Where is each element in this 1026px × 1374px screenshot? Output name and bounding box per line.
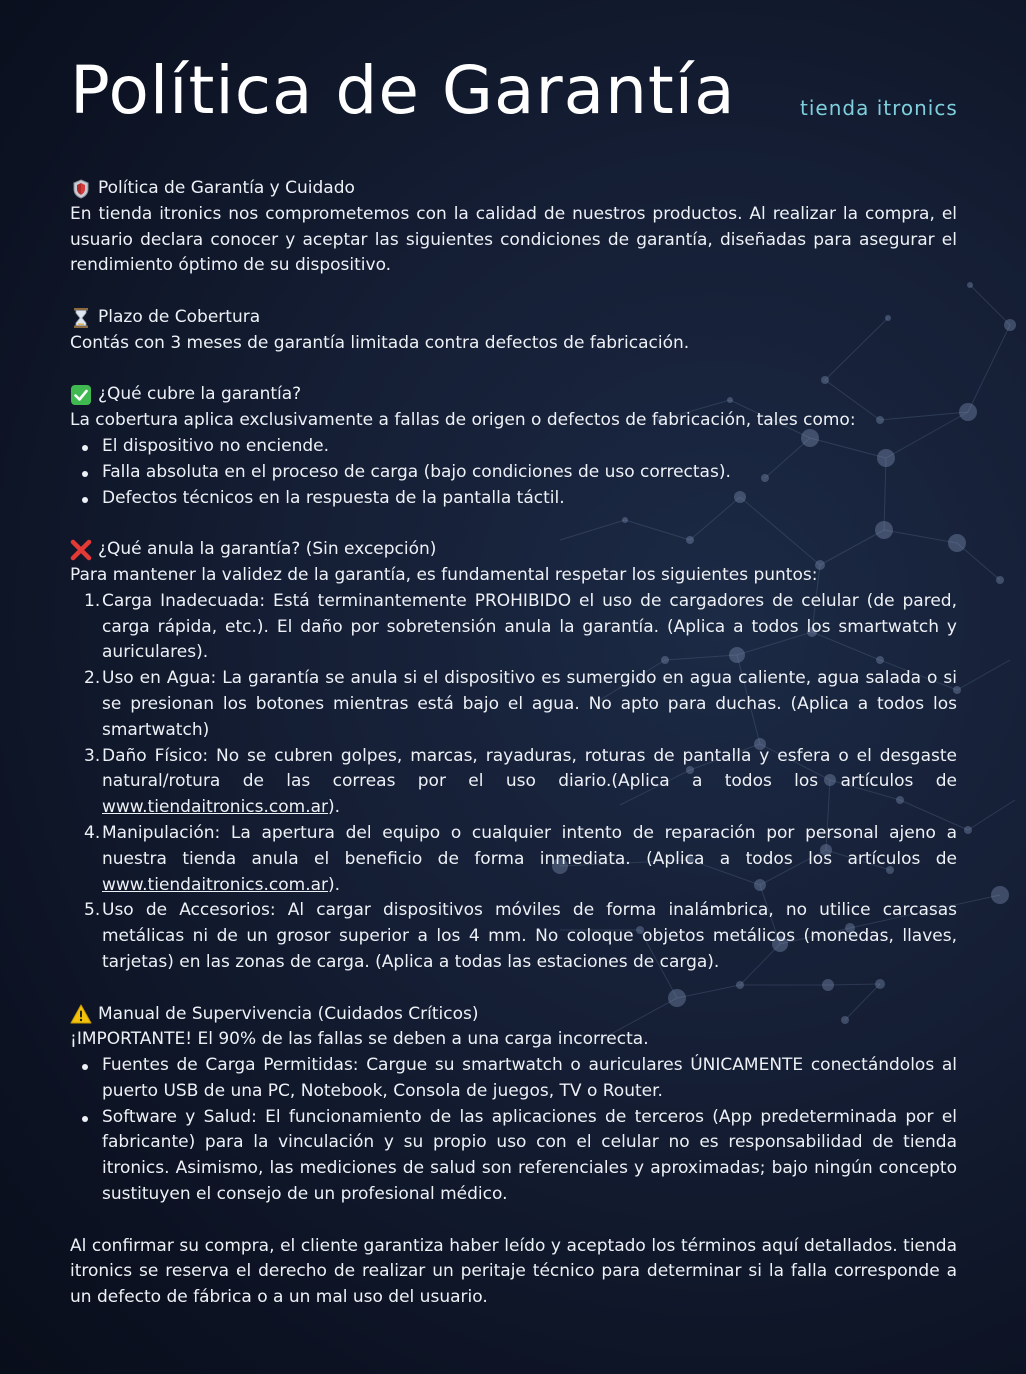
section-heading (70, 382, 957, 408)
list-item-text-end: ). (328, 874, 341, 895)
list-number: 2. (84, 668, 101, 689)
brand-name: tienda itronics (800, 96, 958, 120)
voids-list (70, 589, 957, 976)
section-heading (70, 537, 957, 563)
section-body: En tienda itronics nos comprometemos con la calidad de nuestros productos. Al realizar la compra, el usuario declara conocer y aceptar las siguientes condiciones de garantía, diseñadas para asegurar el rendimiento óptimo de su dispositivo. (70, 203, 957, 276)
warranty-content (70, 176, 957, 1311)
section-heading (70, 305, 957, 331)
list-item-text: Manipulación: La apertura del equipo o cualquier intento de reparación por personal ajeno a nuestra tienda anula el beneficio de forma inmediata. (Aplica a todos los artículos de (102, 822, 957, 869)
section-covered (70, 382, 957, 511)
section-body: Para mantener la validez de la garantía, es fundamental respetar los siguientes puntos: (70, 564, 818, 585)
section-body: ¡IMPORTANTE! El 90% de las fallas se deben a una carga incorrecta. (70, 1029, 649, 1050)
store-website-link[interactable]: www.tiendaitronics.com.ar (102, 874, 329, 895)
manual-list (70, 1053, 957, 1208)
section-heading-text: Manual de Supervivencia (Cuidados Críticos) (98, 1003, 479, 1024)
section-heading-text: ¿Qué cubre la garantía? (98, 384, 302, 405)
list-number: 5. (84, 900, 101, 921)
list-item (70, 589, 957, 666)
hourglass-icon (70, 307, 92, 329)
section-manual (70, 1002, 957, 1208)
closing-paragraph: Al confirmar su compra, el cliente garantiza haber leído y aceptado los términos aquí detallados. tienda itronics se reserva el derecho de realizar un peritaje técnico para determinar si la falla corresponde a un defecto de fábrica o a un mal uso del usuario. (70, 1235, 957, 1308)
list-number: 4. (84, 822, 101, 843)
check-mark-icon (70, 384, 92, 406)
section-coverage-term (70, 305, 957, 357)
section-heading-text: Política de Garantía y Cuidado (98, 178, 355, 198)
list-item: Software y Salud: El funcionamiento de las aplicaciones de terceros (App predeterminada por el fabricante) para la vinculación y su propio uso con el celular no es responsabilidad de tienda itronics. Asimismo, las mediciones de salud son referenciales y aproximadas; bajo ningún concepto sustituyen el consejo de un profesional médico. (102, 1105, 957, 1208)
page-header (0, 0, 1026, 150)
shield-icon (70, 178, 92, 200)
list-item: Falla absoluta en el proceso de carga (bajo condiciones de uso correctas). (102, 460, 957, 486)
section-body: La cobertura aplica exclusivamente a fallas de origen o defectos de fabricación, tales como: (70, 410, 856, 431)
page-title: Política de Garantía (70, 52, 736, 129)
list-number: 1. (84, 590, 101, 611)
list-item (70, 744, 957, 821)
warning-icon (70, 1003, 92, 1025)
store-website-link[interactable]: www.tiendaitronics.com.ar (102, 797, 329, 818)
list-item (70, 666, 957, 743)
section-heading (70, 176, 957, 202)
list-item: El dispositivo no enciende. (102, 434, 957, 460)
section-body: Contás con 3 meses de garantía limitada contra defectos de fabricación. (70, 332, 690, 353)
list-item (70, 821, 957, 898)
cross-mark-icon (70, 539, 92, 561)
section-intro (70, 176, 957, 279)
list-number: 3. (84, 745, 101, 766)
list-item-text-end: ). (328, 797, 341, 818)
section-heading-text: ¿Qué anula la garantía? (Sin excepción) (98, 539, 437, 560)
list-item-text: Uso de Accesorios: Al cargar dispositivos móviles de forma inalámbrica, no utilice carcasas metálicas ni de un grosor superior a los 4 mm. No coloque objetos metálicos (monedas, llaves, tarjetas) en las zonas de carga. (Aplica a todas las estaciones de carga). (102, 900, 957, 972)
list-item: Defectos técnicos en la respuesta de la pantalla táctil. (102, 486, 957, 512)
section-heading-text: Plazo de Cobertura (98, 306, 261, 327)
list-item: Fuentes de Carga Permitidas: Cargue su smartwatch o auriculares ÚNICAMENTE conectándolos al puerto USB de una PC, Notebook, Consola de juegos, TV o Router. (102, 1053, 957, 1105)
list-item-text: Uso en Agua: La garantía se anula si el dispositivo es sumergido en agua caliente, agua salada o si se presionan los botones mientras está bajo el agua. No apto para duchas. (Aplica a todos los smartwatch) (102, 668, 957, 740)
list-item-text: Daño Físico: No se cubren golpes, marcas, rayaduras, roturas de pantalla y esfera o el desgaste natural/rotura de las correas por el uso diario.(Aplica a todos los artículos de (102, 745, 957, 792)
list-item-text: Carga Inadecuada: Está terminantemente PROHIBIDO el uso de cargadores de celular (de pared, carga rápida, etc.). El daño por sobretensión anula la garantía. (Aplica a todos los smartwatch y auriculares). (102, 590, 957, 663)
section-heading (70, 1002, 957, 1028)
section-voids (70, 537, 957, 976)
list-item (70, 898, 957, 975)
covered-list (70, 434, 957, 511)
